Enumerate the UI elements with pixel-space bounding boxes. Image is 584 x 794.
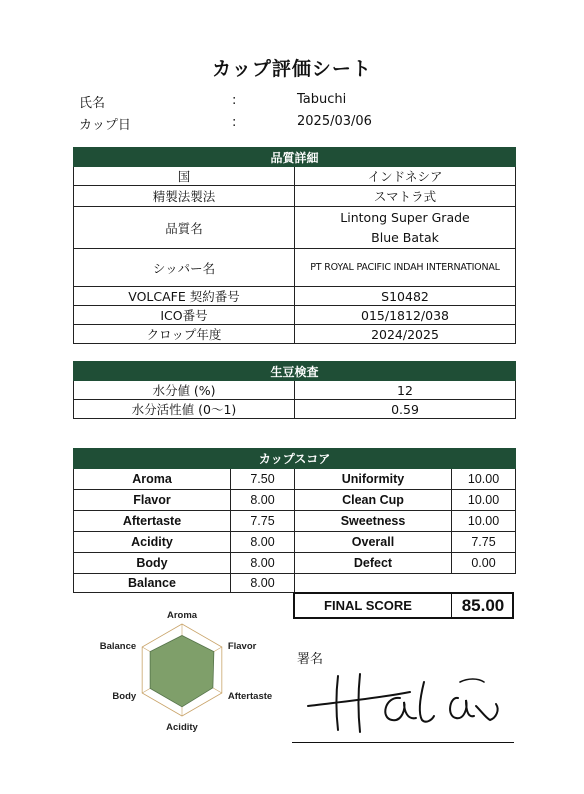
- acidity-value: 8.00: [231, 532, 295, 553]
- name-separator: :: [232, 93, 237, 108]
- defect-value: 0.00: [452, 553, 516, 574]
- table-row: [74, 574, 516, 593]
- aftertaste-value: 7.75: [231, 511, 295, 532]
- flavor-radar-chart: [95, 610, 285, 740]
- overall-value: 7.75: [452, 532, 516, 553]
- radar-label-body: Body: [112, 691, 137, 702]
- radar-score-area: [150, 636, 214, 707]
- process-value: スマトラ式: [295, 186, 516, 207]
- uniformity-label: Uniformity: [295, 469, 452, 490]
- process-label: 精製法製法: [74, 186, 295, 207]
- cup-date-value: 2025/03/06: [297, 114, 372, 129]
- table-row: [74, 287, 516, 306]
- table-row: [74, 306, 516, 325]
- quality-name-line1: Lintong Super Grade: [340, 209, 470, 225]
- aroma-value: 7.50: [231, 469, 295, 490]
- quality-header: 品質詳細: [74, 148, 516, 167]
- cup-score-table: [73, 448, 516, 593]
- water-activity-value: 0.59: [295, 400, 516, 419]
- aroma-label: Aroma: [74, 469, 231, 490]
- shipper-value: PT ROYAL PACIFIC INDAH INTERNATIONAL: [295, 249, 516, 287]
- contract-label: VOLCAFE 契約番号: [74, 287, 295, 306]
- body-label: Body: [74, 553, 231, 574]
- page-title: カップ評価シート: [212, 58, 372, 80]
- radar-label-flavor: Flavor: [227, 641, 257, 652]
- table-row: [74, 249, 516, 287]
- moisture-value: 12: [295, 381, 516, 400]
- flavor-value: 8.00: [231, 490, 295, 511]
- cup-date-label: カップ日: [79, 118, 131, 133]
- green-header: 生豆検査: [74, 362, 516, 381]
- table-row: [74, 325, 516, 344]
- aftertaste-label: Aftertaste: [74, 511, 231, 532]
- overall-label: Overall: [295, 532, 452, 553]
- radar-label-acidity: Acidity: [166, 722, 198, 733]
- table-row: [74, 207, 516, 249]
- water-activity-label: 水分活性値 (0〜1): [74, 400, 295, 419]
- moisture-label: 水分値 (%): [74, 381, 295, 400]
- country-value: インドネシア: [295, 167, 516, 186]
- ico-value: 015/1812/038: [295, 306, 516, 325]
- shipper-label: シッパー名: [74, 249, 295, 287]
- quality-name-value: [295, 207, 516, 249]
- balance-label: Balance: [74, 574, 231, 593]
- clean-cup-label: Clean Cup: [295, 490, 452, 511]
- balance-value: 8.00: [231, 574, 295, 593]
- flavor-label: Flavor: [74, 490, 231, 511]
- radar-label-aroma: Aroma: [166, 610, 198, 621]
- quality-name-label: 品質名: [74, 207, 295, 249]
- cup-header: カップスコア: [74, 449, 516, 469]
- table-row: [74, 167, 516, 186]
- defect-label: Defect: [295, 553, 452, 574]
- final-score-label: FINAL SCORE: [324, 598, 412, 613]
- sweetness-label: Sweetness: [295, 511, 452, 532]
- table-row: [74, 490, 516, 511]
- table-row: [74, 400, 516, 419]
- table-row: [74, 553, 516, 574]
- radar-label-balance: Balance: [99, 641, 137, 652]
- handwritten-signature: [300, 668, 510, 734]
- contract-value: S10482: [295, 287, 516, 306]
- table-row: [74, 532, 516, 553]
- ico-label: ICO番号: [74, 306, 295, 325]
- signature-label: 署名: [297, 652, 324, 667]
- table-row: [74, 381, 516, 400]
- crop-year-value: 2024/2025: [295, 325, 516, 344]
- final-score-value: 85.00: [451, 592, 514, 619]
- table-row: [74, 511, 516, 532]
- country-label: 国: [74, 167, 295, 186]
- table-row: [74, 469, 516, 490]
- table-row: [74, 186, 516, 207]
- acidity-label: Acidity: [74, 532, 231, 553]
- uniformity-value: 10.00: [452, 469, 516, 490]
- signature-line: [292, 742, 514, 743]
- name-value: Tabuchi: [297, 92, 347, 107]
- green-table: [73, 361, 516, 419]
- quality-table: [73, 147, 516, 344]
- radar-label-aftertaste: Aftertaste: [227, 691, 273, 702]
- body-value: 8.00: [231, 553, 295, 574]
- sweetness-value: 10.00: [452, 511, 516, 532]
- name-label: 氏名: [79, 96, 106, 111]
- cup-date-separator: :: [232, 115, 237, 130]
- quality-name-line2: Blue Batak: [371, 229, 439, 245]
- clean-cup-value: 10.00: [452, 490, 516, 511]
- crop-year-label: クロップ年度: [74, 325, 295, 344]
